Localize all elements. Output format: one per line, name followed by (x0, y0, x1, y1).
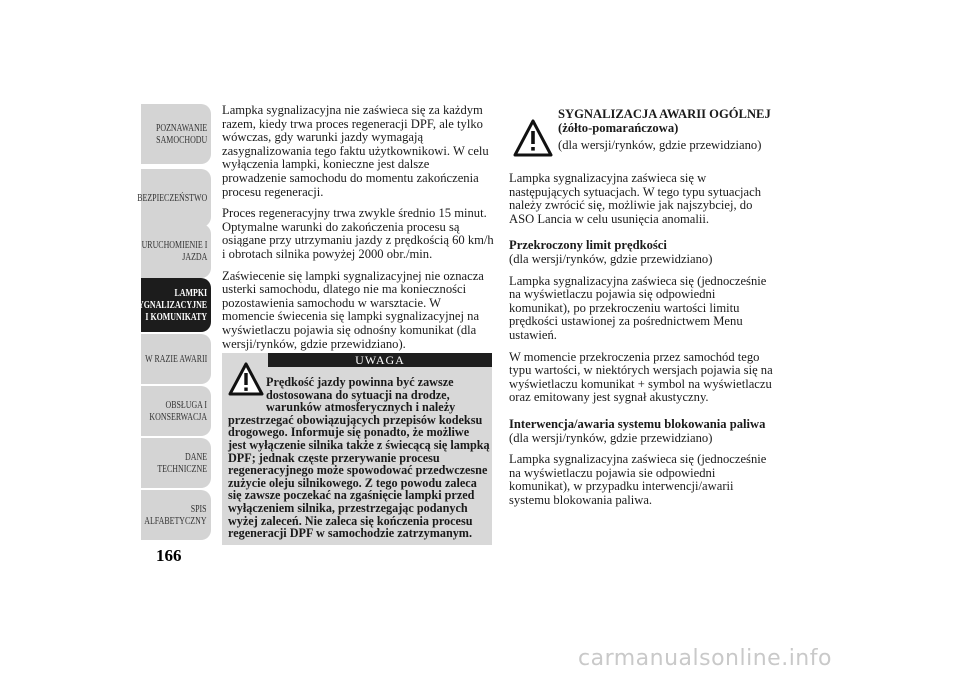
tab-bezpieczenstwo[interactable] (137, 169, 211, 227)
paragraph: Lampka sygnalizacyjna zaświeca się w następujących sytuacjach. W tego typu sytuacjach należy zwrócić się, możliwie jak najszybciej, do ASO Lancia w celu usunięcia anomalii. (509, 171, 762, 226)
section-heading (558, 108, 778, 153)
paragraph: Zaświecenie się lampki sygnalizacyjnej nie oznacza usterki samochodu, dlatego nie ma konieczności pozostawienia samochodu w warsztacie. W momencie świecenia się lampki sygnalizacyjnej na wyświetlaczu pojawia się odnośny komunikat (dla wersji/rynków, gdzie przewidziano). (222, 268, 484, 351)
warning-triangle-icon (512, 118, 554, 158)
warning-box (222, 353, 492, 545)
subsection-note: (dla wersji/rynków, gdzie przewidziano) (509, 251, 713, 266)
page-number: 166 (156, 546, 182, 565)
warning-title: UWAGA (268, 353, 492, 367)
tab-lampki-sygnalizacyjne[interactable] (133, 278, 211, 332)
subsection-heading: Interwencja/awaria systemu blokowania paliwa (509, 416, 766, 431)
left-column (222, 104, 494, 359)
tab-obsluga-i-konserwacja[interactable] (141, 386, 211, 436)
watermark: carmanualsonline.info (578, 646, 832, 671)
warning-text-block (228, 376, 490, 540)
subsection-note: (dla wersji/rynków, gdzie przewidziano) (509, 430, 713, 445)
tab-label: LAMPKI SYGNALIZACYJNE I KOMUNIKATY (133, 287, 207, 323)
tab-label: DANE TECHNICZNE (157, 451, 207, 475)
section-subtitle: (żółto-pomarańczowa) (558, 120, 679, 135)
subsection-heading: Przekroczony limit prędkości (509, 238, 667, 253)
tab-label: SPIS ALFABETYCZNY (144, 503, 207, 527)
tab-label: URUCHOMIENIE I JAZDA (141, 239, 207, 263)
tab-label: BEZPIECZEŃSTWO (137, 192, 207, 204)
section-title: SYGNALIZACJA AWARII OGÓLNEJ (558, 107, 771, 121)
tab-uruchomienie-i-jazda[interactable] (141, 224, 211, 278)
warning-text: Prędkość jazdy powinna być zawsze dostosowana do sytuacji na drodze, warunków atmosferycznych i należy przestrzegać obowiązujących przepisów kodeksu drogowego. Informuje się ponadto, że możliwe jest wyłączenie silnika także z świecącą się lampką DPF; jednak częste przerywanie procesu regeneracyjnego może spowodować przedwczesne zużycie oleju silnikowego. Z tego powodu zaleca się zawsze poczekać na zgaśnięcie lampki przed wyłączeniem silnika, przestrzegając podanych wyżej zaleceń. Nie zaleca się kończenia procesu regeneracji DPF w samochodzie zatrzymanym. (228, 375, 490, 541)
tab-label: W RAZIE AWARII (144, 353, 207, 365)
tab-poznawanie-samochodu[interactable] (141, 104, 211, 164)
tab-spis-alfabetyczny[interactable] (141, 490, 211, 540)
tab-label: POZNAWANIE SAMOCHODU (155, 122, 207, 146)
tab-dane-techniczne[interactable] (141, 438, 211, 488)
paragraph: Lampka sygnalizacyjna zaświeca się (jednocześnie na wyświetlaczu pojawia sie odpowiedni komunikat), w przypadku interwencji/awarii systemu blokowania paliwa. (509, 452, 767, 507)
right-column (509, 172, 777, 515)
paragraph: Lampka sygnalizacyjna nie zaświeca się za każdym razem, kiedy trwa proces regeneracji DPF, ale tylko wówczas, gdy warunki jazdy wymagają zasygnalizowania tego faktu użytkownikowi. W celu wyłączenia lampki, konieczne jest dalsze prowadzenie samochodu do momentu zakończenia procesu regeneracji. (222, 103, 489, 199)
subsection (509, 239, 777, 405)
paragraph: Proces regeneracyjny trwa zwykle średnio 15 minut. Optymalne warunki do zakończenia procesu są osiągane przy utrzymaniu jazdy z prędkością 60 km/h i obrotach silnika powyżej 2000 obr./min. (222, 206, 494, 261)
paragraph: W momencie przekroczenia przez samochód tego typu wartości, w niektórych wersjach pojawia się na wyświetlaczu komunikat + symbol na wyświetlaczu oraz emitowany jest sygnał akustyczny. (509, 349, 773, 405)
subsection (509, 418, 777, 508)
tab-label: OBSŁUGA I KONSERWACJA (149, 399, 207, 423)
tab-w-razie-awarii[interactable] (141, 334, 211, 384)
section-note: (dla wersji/rynków, gdzie przewidziano) (558, 138, 762, 153)
paragraph: Lampka sygnalizacyjna zaświeca się (jednocześnie na wyświetlaczu pojawia się odpowiedni komunikat), po przekroczeniu wartości limitu prędkości ustawionej za pośrednictwem Menu ustawień. (509, 273, 767, 342)
